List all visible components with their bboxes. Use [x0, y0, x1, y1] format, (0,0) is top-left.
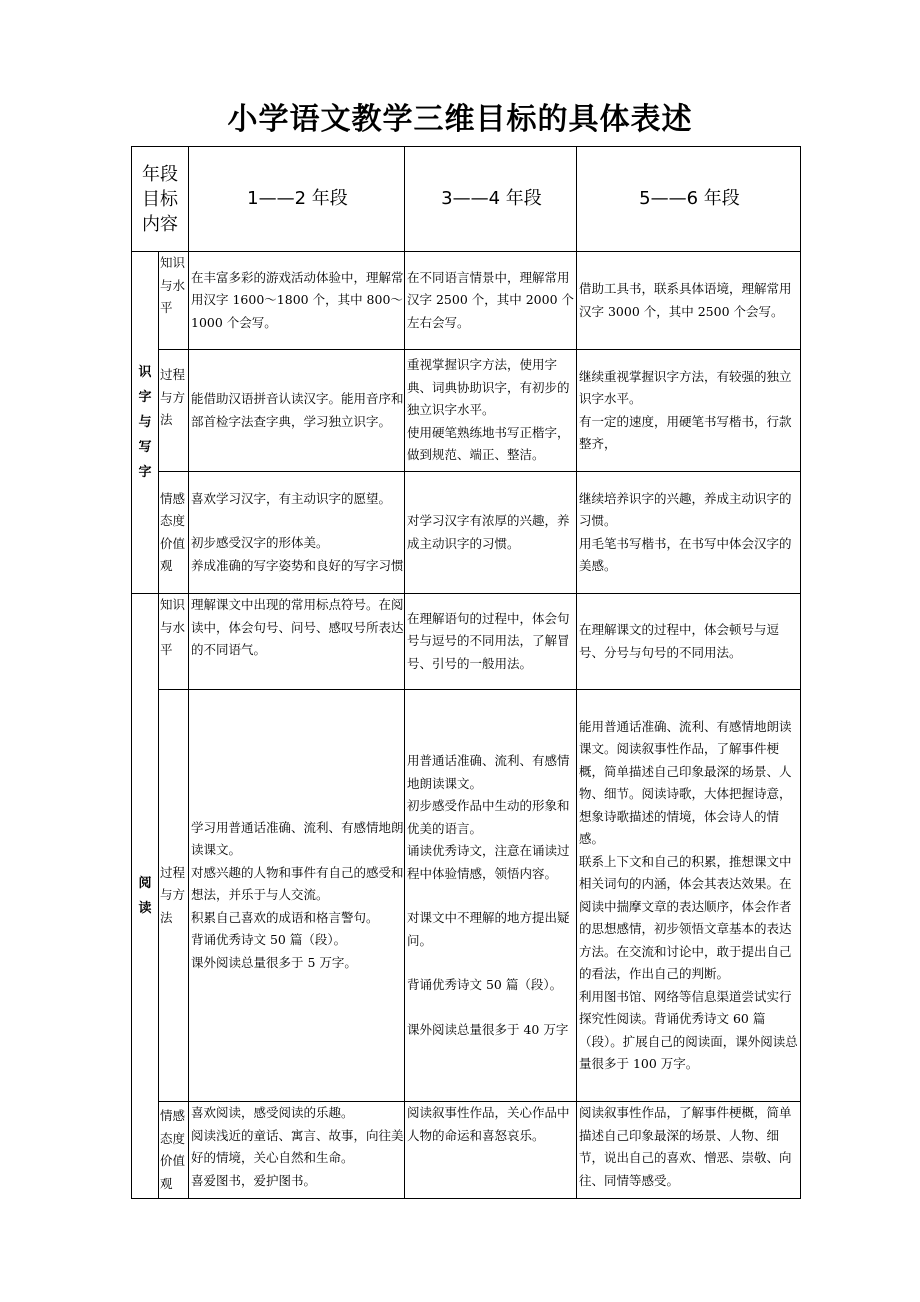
cell-paragraph: 初步感受作品中生动的形象和优美的语言。	[407, 798, 570, 836]
cell-paragraph: 喜欢阅读，感受阅读的乐趣。	[191, 1105, 354, 1120]
cell-paragraph: 理解课文中出现的常用标点符号。在阅读中，体会句号、问号、感叹号所表达的不同语气。	[191, 597, 404, 657]
cell-paragraph: 能用普通话准确、流利、有感情地朗读课文。阅读叙事性作品，了解事件梗概，简单描述自己印象最深的场景、人物、细节。阅读诗歌，大体把握诗意，想象诗歌描述的情境，体会诗人的情感。	[579, 718, 792, 846]
header-grade-1-2: 1——2 年段	[189, 147, 405, 252]
cell-paragraph: 继续重视掌握识字方法，有较强的独立识字水平。	[579, 368, 792, 406]
cell-paragraph: 在理解课文的过程中，体会顿号与逗号、分号与句号的不同用法。	[579, 622, 780, 660]
cell-paragraph: 初步感受汉字的形体美。	[191, 535, 329, 551]
cell-text	[577, 472, 801, 594]
cell-paragraph: 阅读浅近的童话、寓言、故事，向往美好的情境，关心自然和生命。	[191, 1127, 404, 1165]
cell-text	[577, 690, 801, 1102]
cell-paragraph: 学习用普通话准确、流利、有感情地朗读课文。	[191, 819, 404, 858]
cell-paragraph: 积累自己喜欢的成语和格言警句。	[191, 909, 379, 925]
cell-paragraph: 能借助汉语拼音认读汉字。能用音序和部首检字法查字典，学习独立识字。	[191, 391, 404, 429]
paragraph-gap	[191, 510, 404, 532]
cell-paragraph: 在丰富多彩的游戏活动体验中，理解常用汉字 1600～1800 个，其中 800～1000 个会写。	[191, 269, 404, 330]
header-grade-5-6: 5——6 年段	[577, 147, 801, 252]
cell-paragraph: 喜爱图书，爱护图书。	[191, 1172, 317, 1188]
cell-paragraph: 喜欢学习汉字，有主动识字的愿望。	[191, 490, 392, 506]
cell-text	[189, 690, 405, 1102]
header-grade-3-4: 3——4 年段	[405, 147, 577, 252]
cell-paragraph: 用普通话准确、流利、有感情地朗读课文。	[407, 753, 570, 791]
cell-text	[189, 594, 405, 690]
cell-paragraph: 对课文中不理解的地方提出疑问。	[407, 910, 570, 948]
cell-paragraph: 对学习汉字有浓厚的兴趣，养成主动识字的习惯。	[407, 513, 570, 551]
cell-text	[577, 252, 801, 350]
cell-paragraph: 使用硬笔熟练地书写正楷字，做到规范、端正、整洁。	[407, 424, 570, 463]
cell-text	[189, 1102, 405, 1199]
table-row	[132, 350, 801, 472]
cell-paragraph: 背诵优秀诗文 50 篇（段）。	[191, 932, 347, 948]
cell-text	[405, 252, 577, 350]
cell-paragraph: 重视掌握识字方法，使用字典、词典协助识字，有初步的独立识字水平。	[407, 357, 570, 418]
table-row	[132, 252, 801, 350]
row-label: 过程与方法	[159, 690, 189, 1102]
cell-paragraph: 利用图书馆、网络等信息渠道尝试实行探究性阅读。背诵优秀诗文 60 篇（段）。扩展自己的阅读面，课外阅读总量很多于 100 万字。	[579, 988, 798, 1071]
paragraph-gap	[407, 885, 576, 907]
cell-text	[189, 252, 405, 350]
table-row	[132, 594, 801, 690]
cell-paragraph: 在理解语句的过程中，体会句号与逗号的不同用法，了解冒号、引号的一般用法。	[407, 610, 570, 671]
cell-text	[405, 594, 577, 690]
table-row	[132, 690, 801, 1102]
paragraph-gap	[407, 997, 576, 1019]
cell-text	[577, 1102, 801, 1199]
row-label: 情感态度价值观	[159, 1102, 189, 1199]
cell-text	[405, 690, 577, 1102]
row-label: 过程与方法	[159, 350, 189, 472]
cell-paragraph: 诵读优秀诗文，注意在诵读过程中体验情感，领悟内容。	[407, 843, 570, 881]
page-title: 小学语文教学三维目标的具体表述	[227, 102, 693, 137]
category-reading: 阅读	[132, 594, 159, 1199]
row-label: 知识与水平	[159, 252, 189, 350]
row-label: 情感态度价值观	[159, 472, 189, 594]
cell-text	[405, 1102, 577, 1199]
table-row	[132, 1102, 801, 1199]
cell-paragraph: 联系上下文和自己的积累，推想课文中相关词句的内涵，体会其表达效果。在阅读中揣摩文章的表达顺序，体会作者的思想感情，初步领悟文章基本的表达方法。在交流和讨论中，敢于提出自己的看法，作出自己的判断。	[579, 853, 792, 981]
table-header-row	[132, 147, 801, 252]
cell-paragraph: 在不同语言情景中，理解常用汉字 2500 个，其中 2000 个左右会写。	[407, 269, 575, 330]
cell-paragraph: 养成准确的写字姿势和良好的写字习惯	[191, 557, 404, 573]
cell-text	[189, 472, 405, 594]
cell-paragraph: 课外阅读总量很多于 5 万字。	[191, 954, 357, 970]
cell-paragraph: 继续培养识字的兴趣，养成主动识字的习惯。	[579, 490, 792, 528]
cell-paragraph: 课外阅读总量很多于 40 万字	[407, 1021, 569, 1037]
cell-text	[405, 350, 577, 472]
cell-paragraph: 背诵优秀诗文 50 篇（段）。	[407, 977, 563, 992]
paragraph-gap	[407, 952, 576, 974]
cell-paragraph: 借助工具书，联系具体语境，理解常用汉字 3000 个，其中 2500 个会写。	[579, 281, 792, 319]
table-row	[132, 472, 801, 594]
cell-paragraph: 阅读叙事性作品，关心作品中人物的命运和喜怒哀乐。	[407, 1105, 570, 1143]
category-literacy: 识字与写字	[132, 252, 159, 594]
cell-text	[189, 350, 405, 472]
goals-table	[131, 146, 801, 1199]
cell-paragraph: 有一定的速度，用硬笔书写楷书，行款整齐，	[579, 413, 792, 451]
cell-paragraph: 用毛笔书写楷书，在书写中体会汉字的美感。	[579, 535, 792, 573]
header-corner: 年段目标内容	[132, 147, 189, 252]
row-label: 知识与水平	[159, 594, 189, 690]
cell-text	[577, 350, 801, 472]
cell-text	[577, 594, 801, 690]
cell-paragraph: 对感兴趣的人物和事件有自己的感受和想法，并乐于与人交流。	[191, 864, 404, 903]
cell-text	[405, 472, 577, 594]
cell-paragraph: 阅读叙事性作品，了解事件梗概，简单描述自己印象最深的场景、人物、细节，说出自己的喜欢、憎恶、崇敬、向往、同情等感受。	[579, 1105, 792, 1188]
